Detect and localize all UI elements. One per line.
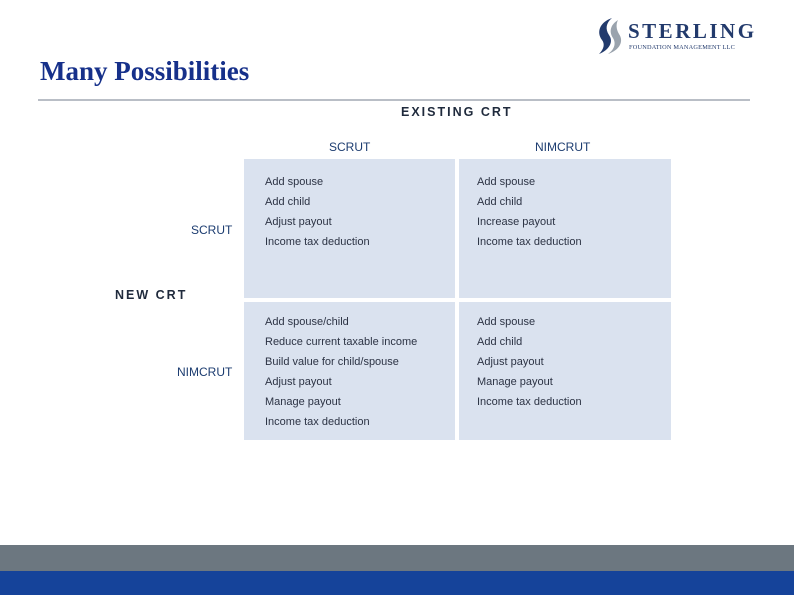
footer-blue-bar	[0, 571, 794, 595]
list-item: Income tax deduction	[265, 236, 370, 248]
list-item: Income tax deduction	[265, 416, 370, 428]
list-item: Add spouse	[477, 176, 536, 188]
column-axis-label: EXISTING CRT	[401, 105, 513, 119]
title-divider	[38, 99, 750, 101]
list-item: Income tax deduction	[477, 236, 582, 248]
list-item: Reduce current taxable income	[265, 336, 418, 348]
swirl-emblem-icon	[594, 16, 626, 56]
footer-gray-bar	[0, 545, 794, 571]
list-item: Add spouse/child	[265, 316, 349, 328]
company-logo	[594, 16, 764, 56]
list-item: Income tax deduction	[477, 396, 582, 408]
list-item: Add spouse	[477, 316, 536, 328]
matrix-cell-nimcrut-nimcrut	[459, 302, 671, 440]
list-item: Adjust payout	[265, 216, 332, 228]
logo-subtitle: FOUNDATION MANAGEMENT LLC	[629, 44, 735, 51]
list-item: Manage payout	[265, 396, 341, 408]
row-header-scrut: SCRUT	[191, 223, 233, 237]
matrix-cell-scrut-scrut	[244, 159, 455, 298]
list-item: Add spouse	[265, 176, 324, 188]
column-header-scrut: SCRUT	[329, 140, 371, 154]
list-item: Add child	[265, 196, 311, 208]
matrix-cell-nimcrut-scrut	[244, 302, 455, 440]
logo-wordmark: STERLING	[628, 19, 757, 43]
slide-title: Many Possibilities	[40, 56, 250, 86]
list-item: Adjust payout	[265, 376, 332, 388]
list-item: Build value for child/spouse	[265, 356, 399, 368]
list-item: Add child	[477, 196, 523, 208]
row-axis-label: NEW CRT	[115, 288, 188, 302]
list-item: Add child	[477, 336, 523, 348]
matrix-cell-scrut-nimcrut	[459, 159, 671, 298]
list-item: Manage payout	[477, 376, 553, 388]
list-item: Increase payout	[477, 216, 556, 228]
list-item: Adjust payout	[477, 356, 544, 368]
column-header-nimcrut: NIMCRUT	[535, 140, 591, 154]
row-header-nimcrut: NIMCRUT	[177, 365, 233, 379]
